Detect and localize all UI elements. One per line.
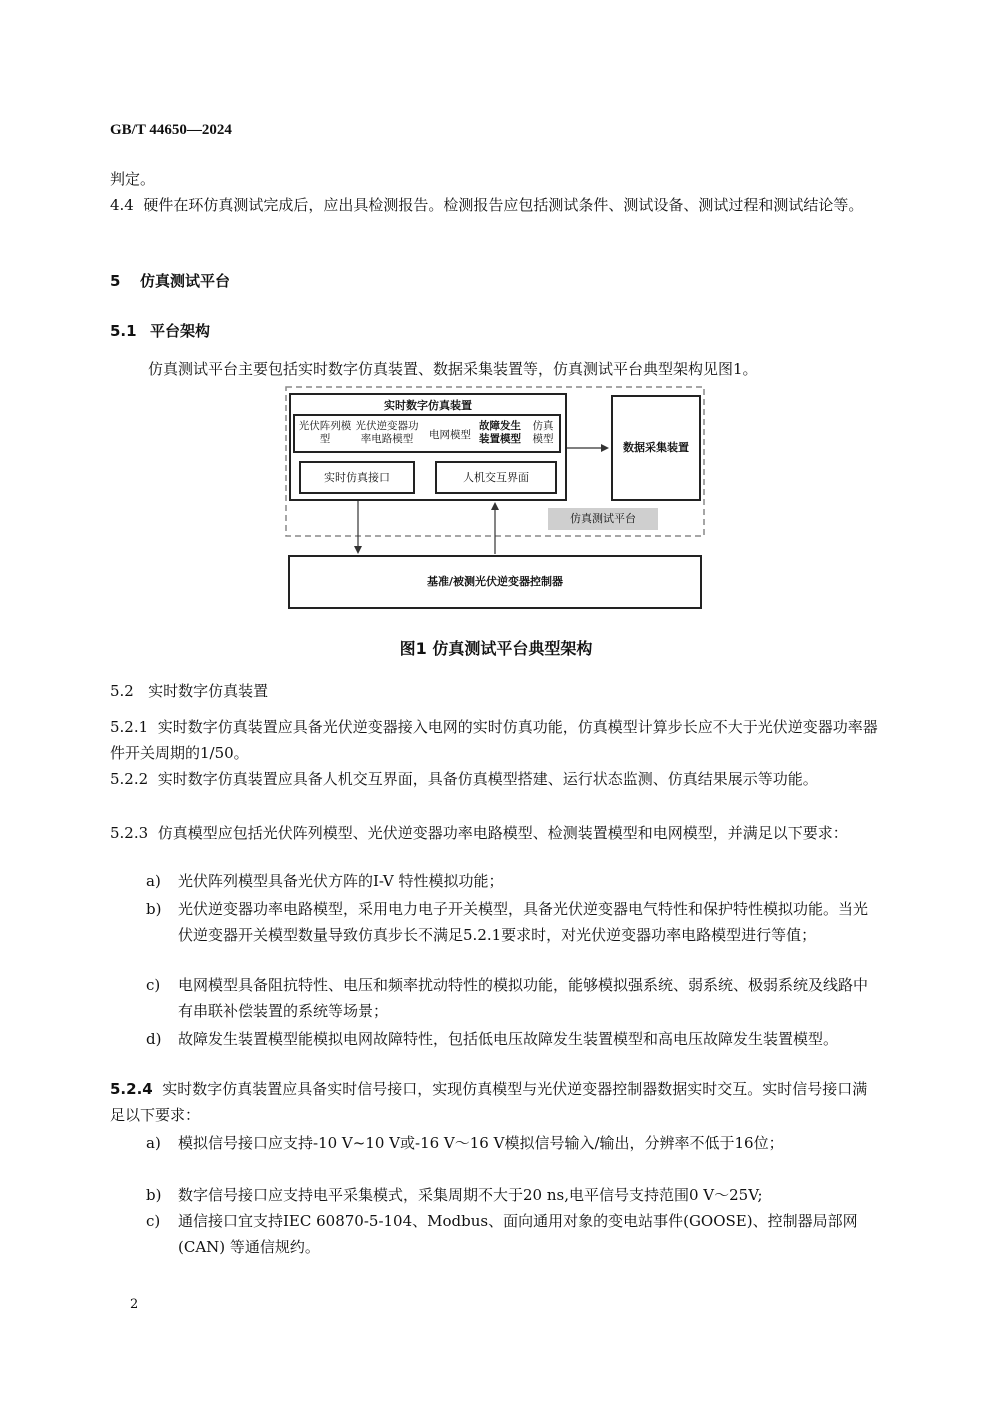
list-label: a) (146, 872, 161, 890)
list-item (146, 896, 880, 948)
section-number: 5.1 (110, 322, 137, 340)
list-item (146, 868, 880, 894)
clause-4-4 (110, 192, 880, 218)
clause-text: 仿真模型应包括光伏阵列模型、光伏逆变器功率电路模型、检测装置模型和电网模型，并满足以下要求： (157, 824, 848, 842)
grid-model: 电网模型 (429, 429, 471, 441)
list-label: c) (146, 1212, 161, 1230)
list-item (146, 1182, 880, 1208)
clause-text: 实时数字仿真装置应具备实时信号接口，实现仿真模型与光伏逆变器控制器数据实时交互。实时信号接口满足以下要求： (110, 1080, 868, 1124)
list-text: 光伏逆变器功率电路模型，采用电力电子开关模型，具备光伏逆变器电气特性和保护特性模拟功能。当光伏逆变器开关模型数量导致仿真步长不满足5.2.1要求时，对光伏逆变器功率电路模型进行等值； (178, 900, 869, 944)
section-5-heading (110, 270, 230, 291)
list-item (146, 1026, 880, 1052)
clause-5-2-1 (110, 714, 880, 766)
clause-number: 5.2.2 (110, 770, 149, 788)
clause-text: 硬件在环仿真测试完成后，应出具检测报告。检测报告应包括测试条件、测试设备、测试过程和测试结论等。 (143, 196, 864, 214)
list-text: 模拟信号接口应支持-10 V~10 V或-16 V～16 V模拟信号输入/输出，分辨率不低于16位； (178, 1134, 784, 1152)
list-text: 光伏阵列模型具备光伏方阵的I-V 特性模拟功能； (178, 872, 504, 890)
clause-5-2-4 (110, 1076, 880, 1128)
inverter-power-circuit-model: 光伏逆变器功率电路模型 (355, 420, 419, 445)
list-text: 故障发生装置模型能模拟电网故障特性，包括低电压故障发生装置模型和高电压故障发生装置模型。 (178, 1030, 839, 1048)
list-label: d) (146, 1030, 162, 1048)
list-item (146, 1208, 880, 1260)
section-title: 平台架构 (150, 322, 211, 340)
clause-text: 实时数字仿真装置应具备光伏逆变器接入电网的实时仿真功能，仿真模型计算步长应不大于光伏逆变器功率器件开关周期的1/50。 (110, 718, 878, 762)
list-item (146, 972, 880, 1024)
section-5-1-body: 仿真测试平台主要包括实时数字仿真装置、数据采集装置等，仿真测试平台典型架构见图1。 (148, 360, 758, 378)
list-text: 数字信号接口应支持电平采集模式，采集周期不大于20 ns,电平信号支持范围0 V～25V; (178, 1186, 763, 1204)
clause-5-2-3 (110, 820, 880, 846)
clause-text: 实时数字仿真装置应具备人机交互界面，具备仿真模型搭建、运行状态监测、仿真结果展示等功能。 (157, 770, 818, 788)
architecture-diagram (285, 384, 705, 614)
list-text: 通信接口宜支持IEC 60870-5-104、Modbus、面向通用对象的变电站事件(GOOSE)、控制器局部网(CAN) 等通信规约。 (178, 1212, 858, 1256)
pv-array-model: 光伏阵列模型 (298, 420, 352, 445)
section-5-2-heading (110, 678, 880, 704)
data-acquisition-box: 数据采集装置 (611, 395, 701, 501)
fault-generator-model: 故障发生装置模型 (479, 420, 521, 445)
list-label: b) (146, 1186, 162, 1204)
clause-number: 5.2.3 (110, 824, 149, 842)
list-label: c) (146, 976, 161, 994)
standard-id: GB/T 44650—2024 (110, 122, 232, 138)
continued-text: 判定。 (110, 170, 156, 188)
platform-label: 仿真测试平台 (548, 508, 658, 530)
list-label: a) (146, 1134, 161, 1152)
clause-number: 5.2.1 (110, 718, 149, 736)
hmi-box: 人机交互界面 (435, 461, 557, 494)
section-title: 仿真测试平台 (140, 272, 231, 290)
controller-box: 基准/被测光伏逆变器控制器 (288, 555, 702, 609)
list-item (146, 1130, 880, 1156)
section-number: 5 (110, 272, 121, 290)
page-number: 2 (130, 1297, 139, 1312)
section-5-1-heading (110, 320, 210, 341)
realtime-interface-box: 实时仿真接口 (299, 461, 415, 494)
clause-number: 5.2.4 (110, 1080, 153, 1098)
simulation-model: 仿真模型 (532, 420, 554, 445)
rtds-title: 实时数字仿真装置 (384, 399, 472, 412)
figure-caption: 图1 仿真测试平台典型架构 (399, 639, 593, 658)
section-title: 实时数字仿真装置 (148, 682, 269, 700)
clause-5-2-2 (110, 766, 880, 792)
section-number: 5.2 (110, 682, 134, 700)
clause-number: 4.4 (110, 196, 134, 214)
list-label: b) (146, 900, 162, 918)
list-text: 电网模型具备阻抗特性、电压和频率扰动特性的模拟功能，能够模拟强系统、弱系统、极弱系统及线路中有串联补偿装置的系统等场景； (178, 976, 869, 1020)
